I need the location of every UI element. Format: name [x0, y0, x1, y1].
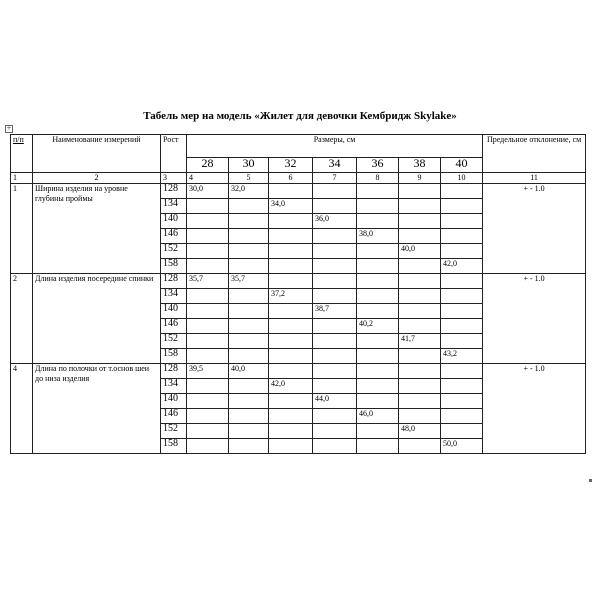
value-cell — [229, 439, 269, 454]
value-cell — [269, 184, 313, 199]
size-cell: 28 — [187, 158, 229, 173]
value-cell — [229, 394, 269, 409]
value-cell — [357, 274, 399, 289]
value-cell — [357, 439, 399, 454]
index-cell: 9 — [399, 173, 441, 184]
value-cell — [441, 274, 483, 289]
value-cell — [399, 259, 441, 274]
value-cell: 42,0 — [269, 379, 313, 394]
value-cell: 37,2 — [269, 289, 313, 304]
size-cell: 30 — [229, 158, 269, 173]
table-row — [11, 274, 586, 289]
index-cell: 4 — [187, 173, 229, 184]
index-cell: 2 — [33, 173, 161, 184]
height-cell: 134 — [161, 199, 187, 214]
value-cell — [269, 244, 313, 259]
value-cell — [441, 409, 483, 424]
value-cell — [313, 319, 357, 334]
value-cell — [269, 439, 313, 454]
value-cell: 38,7 — [313, 304, 357, 319]
measurements-table — [10, 134, 586, 454]
height-cell: 134 — [161, 289, 187, 304]
index-cell: 6 — [269, 173, 313, 184]
value-cell: 40,0 — [399, 244, 441, 259]
value-cell — [269, 349, 313, 364]
height-cell: 128 — [161, 274, 187, 289]
value-cell — [357, 214, 399, 229]
value-cell: 32,0 — [229, 184, 269, 199]
height-cell: 158 — [161, 439, 187, 454]
value-cell — [441, 289, 483, 304]
value-cell — [187, 379, 229, 394]
value-cell — [399, 304, 441, 319]
value-cell — [229, 304, 269, 319]
value-cell — [313, 334, 357, 349]
height-cell: 146 — [161, 319, 187, 334]
value-cell — [357, 394, 399, 409]
value-cell — [441, 184, 483, 199]
value-cell — [187, 424, 229, 439]
index-cell: 8 — [357, 173, 399, 184]
height-cell: 140 — [161, 304, 187, 319]
index-cell: 1 — [11, 173, 33, 184]
value-cell: 44,0 — [313, 394, 357, 409]
value-cell — [441, 214, 483, 229]
value-cell: 35,7 — [229, 274, 269, 289]
value-cell — [441, 424, 483, 439]
measurement-number: 4 — [11, 364, 33, 454]
value-cell — [187, 229, 229, 244]
height-cell: 140 — [161, 394, 187, 409]
page-edge-marker — [589, 479, 592, 482]
value-cell — [357, 199, 399, 214]
value-cell — [441, 364, 483, 379]
value-cell — [229, 229, 269, 244]
size-cell: 32 — [269, 158, 313, 173]
height-cell: 146 — [161, 229, 187, 244]
value-cell — [187, 394, 229, 409]
height-cell: 158 — [161, 349, 187, 364]
size-cell: 34 — [313, 158, 357, 173]
value-cell — [399, 379, 441, 394]
height-cell: 134 — [161, 379, 187, 394]
value-cell — [187, 244, 229, 259]
height-cell: 152 — [161, 424, 187, 439]
height-cell: 158 — [161, 259, 187, 274]
value-cell — [313, 259, 357, 274]
header-name: Наименование измерений — [33, 135, 161, 173]
value-cell — [187, 259, 229, 274]
value-cell: 43,2 — [441, 349, 483, 364]
value-cell — [357, 244, 399, 259]
value-cell — [269, 409, 313, 424]
value-cell: 46,0 — [357, 409, 399, 424]
value-cell — [269, 229, 313, 244]
value-cell — [399, 394, 441, 409]
value-cell — [313, 289, 357, 304]
value-cell — [441, 244, 483, 259]
value-cell — [399, 289, 441, 304]
value-cell — [313, 244, 357, 259]
value-cell — [269, 394, 313, 409]
value-cell — [399, 349, 441, 364]
value-cell — [187, 289, 229, 304]
value-cell — [229, 379, 269, 394]
height-cell: 152 — [161, 244, 187, 259]
value-cell — [229, 199, 269, 214]
value-cell — [357, 364, 399, 379]
value-cell — [313, 274, 357, 289]
value-cell — [187, 409, 229, 424]
value-cell: 40,2 — [357, 319, 399, 334]
value-cell — [313, 199, 357, 214]
tolerance-cell: + - 1.0 — [483, 274, 586, 364]
value-cell — [187, 199, 229, 214]
value-cell: 30,0 — [187, 184, 229, 199]
value-cell — [269, 364, 313, 379]
value-cell — [187, 439, 229, 454]
value-cell — [269, 274, 313, 289]
value-cell — [441, 394, 483, 409]
index-cell: 5 — [229, 173, 269, 184]
value-cell — [399, 199, 441, 214]
value-cell — [187, 214, 229, 229]
value-cell — [357, 289, 399, 304]
value-cell — [229, 214, 269, 229]
value-cell — [441, 304, 483, 319]
value-cell — [399, 319, 441, 334]
value-cell — [441, 379, 483, 394]
value-cell — [187, 334, 229, 349]
size-cell: 38 — [399, 158, 441, 173]
index-cell: 7 — [313, 173, 357, 184]
header-sizes: Размеры, см — [187, 135, 483, 158]
value-cell — [357, 334, 399, 349]
height-cell: 140 — [161, 214, 187, 229]
value-cell — [269, 259, 313, 274]
value-cell — [313, 379, 357, 394]
value-cell — [313, 439, 357, 454]
value-cell — [229, 319, 269, 334]
value-cell — [357, 259, 399, 274]
value-cell — [229, 409, 269, 424]
index-cell: 11 — [483, 173, 586, 184]
value-cell — [441, 229, 483, 244]
value-cell: 34,0 — [269, 199, 313, 214]
value-cell — [399, 364, 441, 379]
value-cell: 38,0 — [357, 229, 399, 244]
value-cell — [269, 424, 313, 439]
table-move-handle-icon[interactable]: + — [6, 125, 12, 132]
value-cell — [269, 304, 313, 319]
value-cell — [357, 379, 399, 394]
value-cell — [187, 304, 229, 319]
measurement-name: Ширина изделия на уровне глубины проймы — [33, 184, 161, 274]
value-cell — [399, 184, 441, 199]
value-cell — [229, 424, 269, 439]
value-cell — [441, 319, 483, 334]
value-cell — [357, 424, 399, 439]
value-cell — [229, 244, 269, 259]
value-cell: 36,0 — [313, 214, 357, 229]
height-cell: 152 — [161, 334, 187, 349]
value-cell — [313, 184, 357, 199]
value-cell — [399, 229, 441, 244]
value-cell: 35,7 — [187, 274, 229, 289]
value-cell — [229, 259, 269, 274]
table-row — [11, 364, 586, 379]
value-cell — [399, 214, 441, 229]
value-cell — [441, 199, 483, 214]
index-cell: 10 — [441, 173, 483, 184]
value-cell — [229, 289, 269, 304]
table-row — [11, 184, 586, 199]
height-cell: 146 — [161, 409, 187, 424]
measurement-number: 2 — [11, 274, 33, 364]
value-cell — [441, 334, 483, 349]
measurement-number: 1 — [11, 184, 33, 274]
value-cell: 48,0 — [399, 424, 441, 439]
measurement-name: Длина по полочки от т.основ шеи до низа изделия — [33, 364, 161, 454]
value-cell — [357, 304, 399, 319]
value-cell: 39,5 — [187, 364, 229, 379]
header-tolerance: Предельное отклонение, см — [483, 135, 586, 173]
value-cell: 50,0 — [441, 439, 483, 454]
value-cell — [357, 184, 399, 199]
value-cell — [357, 349, 399, 364]
index-cell: 3 — [161, 173, 187, 184]
tolerance-cell: + - 1.0 — [483, 184, 586, 274]
value-cell — [229, 334, 269, 349]
value-cell — [313, 229, 357, 244]
value-cell — [229, 349, 269, 364]
tolerance-cell: + - 1.0 — [483, 364, 586, 454]
height-cell: 128 — [161, 184, 187, 199]
value-cell: 41,7 — [399, 334, 441, 349]
value-cell — [399, 409, 441, 424]
value-cell — [313, 424, 357, 439]
value-cell: 40,0 — [229, 364, 269, 379]
size-cell: 40 — [441, 158, 483, 173]
measurement-name: Длина изделия посередине спинки — [33, 274, 161, 364]
document-title: Табель мер на модель «Жилет для девочки Кембридж Skylake» — [143, 110, 457, 122]
value-cell — [269, 334, 313, 349]
header-height: Рост — [161, 135, 187, 173]
value-cell — [313, 364, 357, 379]
value-cell — [399, 439, 441, 454]
value-cell — [187, 319, 229, 334]
size-cell: 36 — [357, 158, 399, 173]
value-cell — [269, 319, 313, 334]
value-cell — [187, 349, 229, 364]
value-cell: 42,0 — [441, 259, 483, 274]
height-cell: 128 — [161, 364, 187, 379]
header-number: п/п — [11, 135, 33, 173]
value-cell — [313, 409, 357, 424]
value-cell — [269, 214, 313, 229]
value-cell — [399, 274, 441, 289]
value-cell — [313, 349, 357, 364]
